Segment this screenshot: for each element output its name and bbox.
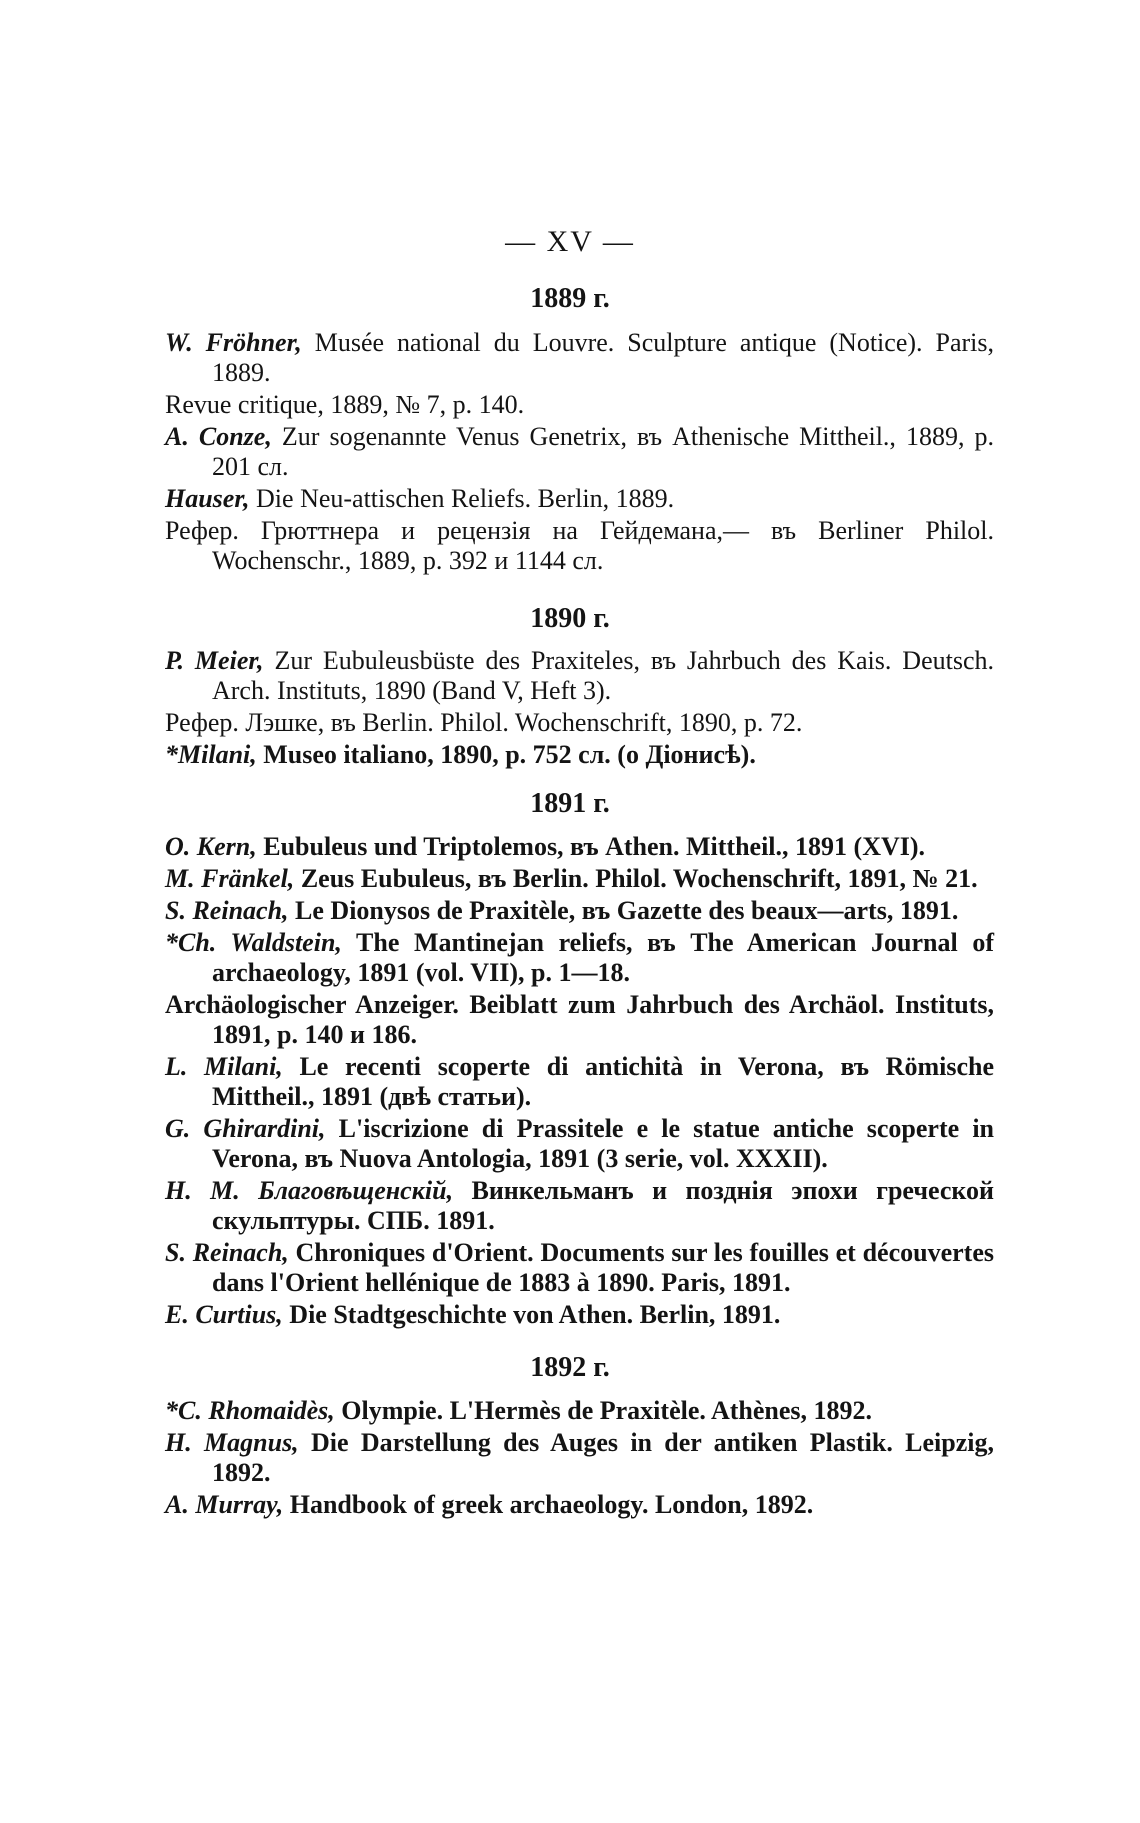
entry-author: O. Kern, <box>165 832 257 861</box>
bibliography-entry <box>165 422 994 482</box>
bibliography-entry <box>165 1238 994 1298</box>
section-heading-1891: 1891 г. <box>530 788 610 819</box>
entry-text: Zur Eubuleusbüste des Praxiteles, въ Jahrbuch des Kais. Deutsch. Arch. Instituts, 1890 (Band V, Heft 3). <box>212 646 994 705</box>
entry-author: E. Curtius, <box>165 1300 283 1329</box>
entry-text: Рефер. Грюттнера и рецензія на Гейдемана,— въ Berliner Philol. Wochenschr., 1889, p. 392 и 1144 сл. <box>165 516 994 575</box>
bibliography-entry <box>165 740 994 770</box>
entry-author: Hauser, <box>165 484 250 513</box>
entry-author: *C. Rhomaidès, <box>165 1396 335 1425</box>
entry-text: Eubuleus und Triptolemos, въ Athen. Mittheil., 1891 (XVI). <box>256 832 926 861</box>
entry-text: Винкельманъ и позднія эпохи греческой скульптуры. СПБ. 1891. <box>212 1176 995 1235</box>
entry-author: H. M. Благовѣщенскій, <box>165 1176 454 1205</box>
entry-author: M. Fränkel, <box>165 864 295 893</box>
entry-text: Zur sogenannte Venus Genetrix, въ Athenische Mittheil., 1889, p. 201 сл. <box>212 422 994 481</box>
entry-author: G. Ghirardini, <box>165 1114 326 1143</box>
bibliography-entry <box>165 1428 994 1488</box>
bibliography-entry <box>165 864 994 894</box>
entry-text: Die Neu-attischen Reliefs. Berlin, 1889. <box>249 484 675 513</box>
entry-author: A. Murray, <box>165 1490 284 1519</box>
section-heading-1889: 1889 г. <box>530 283 610 314</box>
bibliography-entry <box>165 1490 994 1520</box>
bibliography-entry <box>165 1052 994 1112</box>
entry-author: H. Magnus, <box>165 1428 299 1457</box>
entry-text: Museo italiano, 1890, p. 752 сл. (о Діонисѣ). <box>256 740 756 769</box>
bibliography-entry <box>165 484 994 514</box>
entry-author: S. Reinach, <box>165 1238 289 1267</box>
page-number: — XV — <box>505 225 635 258</box>
section-heading-1892: 1892 г. <box>530 1352 610 1383</box>
entry-text: The Mantinejan reliefs, въ The American Journal of archaeology, 1891 (vol. VII), p. 1—18. <box>212 928 994 987</box>
entry-author: A. Conze, <box>165 422 272 451</box>
bibliography-entry <box>165 1300 994 1330</box>
entry-text: Рефер. Лэшке, въ Berlin. Philol. Wochenschrift, 1890, p. 72. <box>165 708 803 737</box>
entry-text: Le recenti scoperte di antichità in Verona, въ Römische Mittheil., 1891 (двѣ статьи). <box>212 1052 994 1111</box>
bibliography-entry <box>165 832 994 862</box>
entry-author: P. Meier, <box>165 646 264 675</box>
bibliography-entry <box>165 328 994 388</box>
entry-author: S. Reinach, <box>165 896 289 925</box>
bibliography-entry <box>165 990 994 1050</box>
entry-text: Chroniques d'Orient. Documents sur les fouilles et découvertes dans l'Orient hellénique de 1883 à 1890. Paris, 1891. <box>212 1238 994 1297</box>
entry-text: Le Dionysos de Praxitèle, въ Gazette des beaux—arts, 1891. <box>288 896 959 925</box>
entry-text: Revue critique, 1889, № 7, p. 140. <box>165 390 525 419</box>
entry-text: Die Stadtgeschichte von Athen. Berlin, 1891. <box>282 1300 781 1329</box>
entry-text: L'iscrizione di Prassitele e le statue antiche scoperte in Verona, въ Nuova Antologia, 1891 (3 serie, vol. XXXII). <box>212 1114 994 1173</box>
bibliography-entry <box>165 1396 994 1426</box>
bibliography-entry <box>165 516 994 576</box>
entry-text: Archäologischer Anzeiger. Beiblatt zum Jahrbuch des Archäol. Instituts, 1891, p. 140 и 186. <box>165 990 994 1049</box>
bibliography-entry <box>165 708 994 738</box>
entry-text: Die Darstellung des Auges in der antiken Plastik. Leipzig, 1892. <box>212 1428 994 1487</box>
bibliography-entry <box>165 928 994 988</box>
entry-text: Handbook of greek archaeology. London, 1892. <box>283 1490 814 1519</box>
bibliography-entry <box>165 646 994 706</box>
entry-text: Zeus Eubuleus, въ Berlin. Philol. Wochenschrift, 1891, № 21. <box>294 864 978 893</box>
entry-author: *Milani, <box>165 740 257 769</box>
bibliography-entry <box>165 390 994 420</box>
bibliography-entry <box>165 896 994 926</box>
bibliography-entry <box>165 1114 994 1174</box>
entry-author: W. Fröhner, <box>165 328 302 357</box>
entry-text: Musée national du Louvre. Sculpture antique (Notice). Paris, 1889. <box>212 328 994 387</box>
entry-author: *Ch. Waldstein, <box>165 928 342 957</box>
bibliography-entry <box>165 1176 994 1236</box>
section-heading-1890: 1890 г. <box>530 603 610 634</box>
entry-text: Olympie. L'Hermès de Praxitèle. Athènes, 1892. <box>334 1396 872 1425</box>
entry-author: L. Milani, <box>165 1052 283 1081</box>
